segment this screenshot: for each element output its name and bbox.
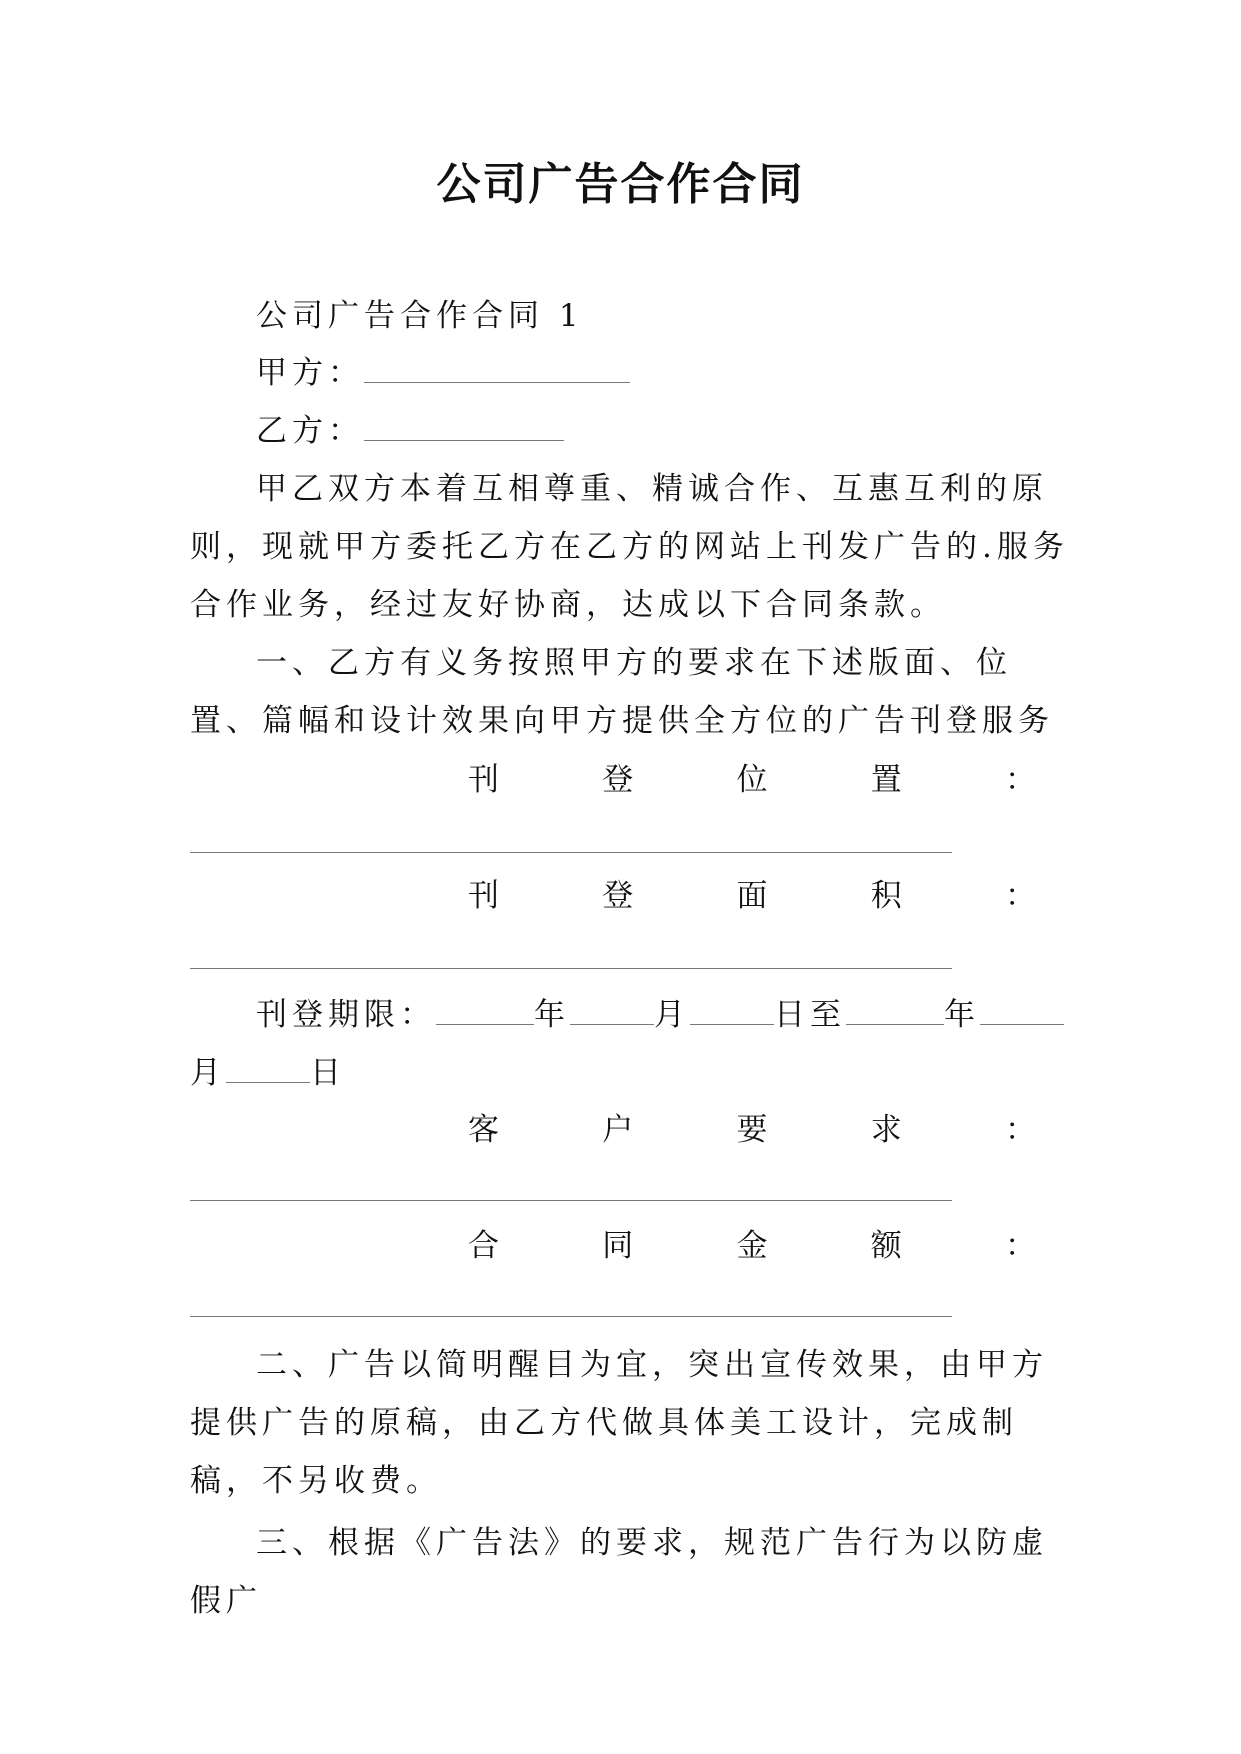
field-amount-blank[interactable] [190, 1316, 952, 1317]
party-a-label: 甲方： [256, 355, 364, 391]
clause-2: 二、广告以简明醒目为宜，突出宣传效果，由甲方提供广告的原稿，由乙方代做具体美工设计，完成制稿，不另收费。 [190, 1347, 1048, 1499]
contract-subtitle: 公司广告合作合同 1 [256, 298, 584, 334]
period-label: 刊登期限： [256, 997, 436, 1033]
end-day-blank[interactable] [226, 1052, 310, 1083]
clause-3: 三、根据《广告法》的要求，规范广告行为以防虚假广 [190, 1525, 1048, 1619]
period-line: 刊登期限： 年 月 日至 年 [256, 994, 1064, 1035]
field-position-label: 刊 登 位 置 ： [468, 762, 1036, 798]
party-b-line [256, 410, 564, 451]
intro-paragraph: 甲乙双方本着互相尊重、精诚合作、互惠互利的原则，现就甲方委托乙方在乙方的网站上刊发广告的.服务合作业务，经过友好协商，达成以下合同条款。 [190, 471, 1069, 623]
party-b-blank[interactable] [364, 410, 564, 441]
field-amount-label: 合 同 金 额 ： [468, 1228, 1036, 1264]
start-year-blank[interactable] [436, 994, 534, 1025]
field-requirements-label: 客 户 要 求 ： [468, 1112, 1036, 1148]
field-position-blank[interactable] [190, 852, 952, 853]
start-day-blank[interactable] [690, 994, 774, 1025]
party-a-line [256, 352, 630, 393]
end-year-blank[interactable] [846, 994, 944, 1025]
start-month-blank[interactable] [570, 994, 654, 1025]
end-month-blank[interactable] [980, 994, 1064, 1025]
party-b-label: 乙方： [256, 413, 364, 449]
period-line-2: 月 日 [190, 1052, 346, 1093]
party-a-blank[interactable] [364, 352, 630, 383]
field-area-blank[interactable] [190, 968, 952, 969]
document-title: 公司广告合作合同 [436, 159, 805, 210]
field-area-label: 刊 登 面 积 ： [468, 878, 1036, 914]
clause-1: 一、乙方有义务按照甲方的要求在下述版面、位置、篇幅和设计效果向甲方提供全方位的广告刊登服务 [190, 645, 1054, 739]
field-requirements-blank[interactable] [190, 1200, 952, 1201]
